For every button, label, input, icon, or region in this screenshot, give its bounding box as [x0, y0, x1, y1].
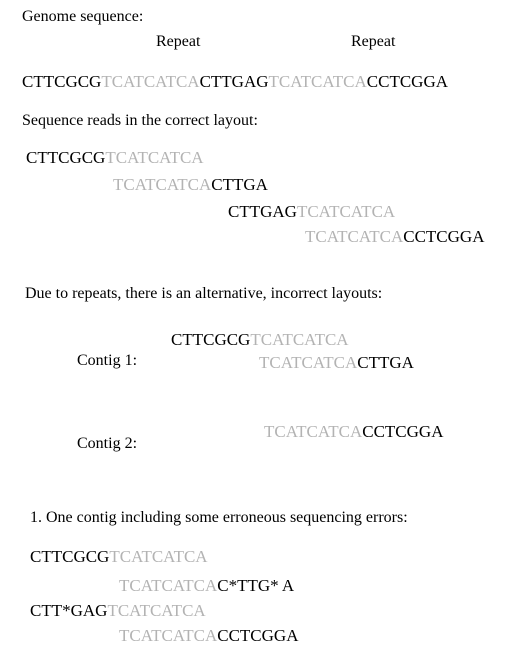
unique-segment: CCTCGGA — [366, 72, 448, 91]
error-read-1 — [30, 547, 208, 567]
correct-read-1 — [26, 148, 204, 168]
contig1-label: Contig 1: — [77, 352, 138, 369]
unique-segment: CTT*GAG — [30, 601, 108, 620]
contig1-read-2 — [259, 353, 414, 373]
correct-read-4 — [305, 227, 484, 247]
incorrect-layout-heading: Due to repeats, there is an alternative, incorrect layouts: — [25, 285, 383, 302]
unique-segment: CTTGAG — [199, 72, 269, 91]
genome-heading: Genome sequence: — [22, 8, 144, 25]
unique-segment: CTTGA — [357, 353, 414, 372]
repeat-segment: TCATCATCA — [259, 353, 358, 372]
correct-read-3 — [228, 202, 395, 222]
repeat-segment: TCATCATCA — [119, 576, 218, 595]
correct-read-2 — [113, 175, 268, 195]
repeat-segment: TCATCATCA — [250, 330, 349, 349]
repeat-segment: TCATCATCA — [264, 422, 363, 441]
contig2-label: Contig 2: — [77, 435, 138, 452]
unique-segment: CTTGA — [211, 175, 268, 194]
repeat-segment: TCATCATCA — [119, 626, 218, 645]
repeat-segment: TCATCATCA — [113, 175, 212, 194]
repeat-segment: TCATCATCA — [305, 227, 404, 246]
repeat-segment: TCATCATCA — [107, 601, 206, 620]
error-read-3 — [30, 601, 206, 621]
contig2-read-1 — [264, 422, 443, 442]
repeat-label-1: Repeat — [156, 33, 201, 50]
unique-segment: CTTCGCG — [171, 330, 251, 349]
unique-segment: CTTCGCG — [22, 72, 102, 91]
unique-segment: C*TTG* A — [217, 576, 295, 595]
unique-segment: CCTCGGA — [403, 227, 485, 246]
error-read-2 — [119, 576, 294, 596]
unique-segment: CTTCGCG — [26, 148, 106, 167]
error-layout-heading: 1. One contig including some erroneous sequencing errors: — [30, 509, 408, 526]
repeat-segment: TCATCATCA — [296, 202, 396, 221]
repeat-segment: TCATCATCA — [105, 148, 204, 167]
unique-segment: CCTCGGA — [217, 626, 299, 645]
repeat-segment: TCATCATCA — [101, 72, 200, 91]
correct-layout-heading: Sequence reads in the correct layout: — [22, 112, 258, 129]
unique-segment: CCTCGGA — [362, 422, 444, 441]
repeat-segment: TCATCATCA — [268, 72, 367, 91]
contig1-read-1 — [171, 330, 349, 350]
error-read-4 — [119, 626, 298, 646]
unique-segment: CTTCGCG — [30, 547, 110, 566]
repeat-segment: TCATCATCA — [109, 547, 208, 566]
repeat-label-2: Repeat — [351, 33, 396, 50]
genome-sequence — [22, 72, 448, 92]
unique-segment: CTTGAG — [228, 202, 297, 221]
